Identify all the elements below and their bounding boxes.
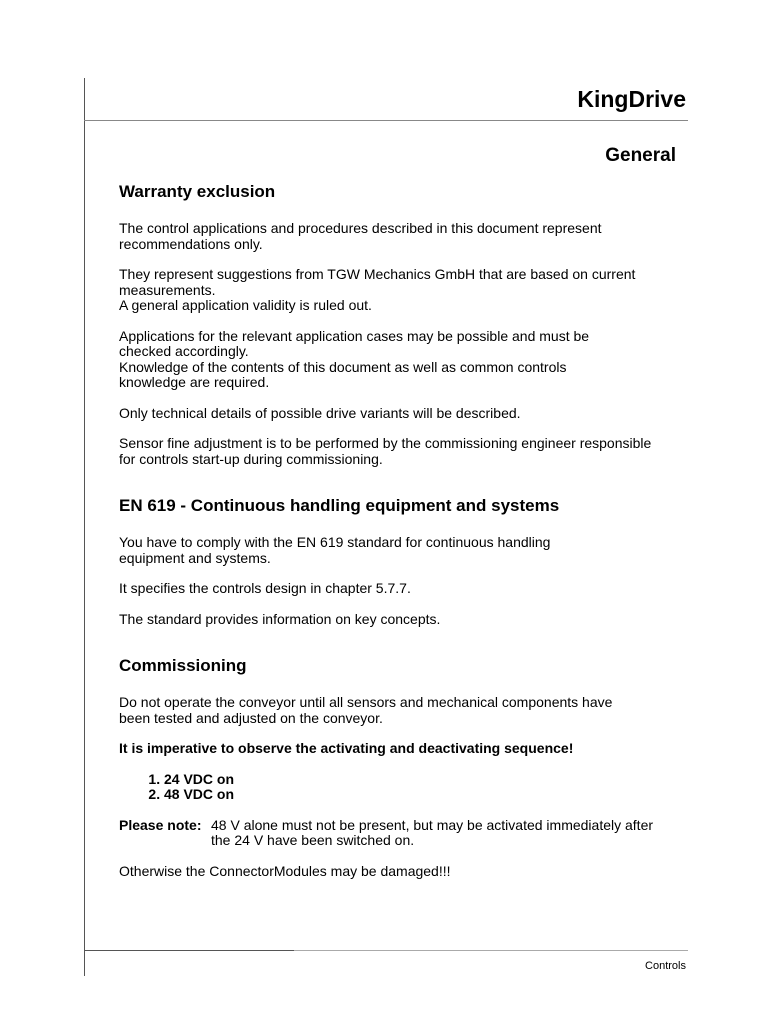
- commissioning-paragraph: Do not operate the conveyor until all sensors and mechanical components have been tested and adjusted on the conveyor.: [119, 694, 613, 726]
- en619-paragraph: It specifies the controls design in chapter 5.7.7.: [119, 580, 411, 596]
- warranty-paragraph: Sensor fine adjustment is to be performed by the commissioning engineer responsible for controls start-up during commissioning.: [119, 435, 652, 467]
- warranty-text: They represent suggestions from TGW Mechanics GmbH that are based on current measurements.: [119, 266, 636, 298]
- en619-heading: EN 619 - Continuous handling equipment and systems: [119, 496, 560, 515]
- warranty-paragraph: The control applications and procedures described in this document represent recommendations only.: [119, 220, 602, 252]
- sequence-step: 2. 48 VDC on: [164, 787, 679, 803]
- warranty-paragraph: [119, 329, 679, 391]
- footer-label: Controls: [645, 960, 686, 972]
- note-text: 48 V alone must not be present, but may be activated immediately after the 24 V have been switched on.: [211, 816, 654, 848]
- en619-paragraph: You have to comply with the EN 619 standard for continuous handling equipment and systems.: [119, 534, 551, 566]
- commissioning-warning: It is imperative to observe the activating and deactivating sequence!: [119, 740, 574, 756]
- note-label: Please note:: [119, 816, 202, 833]
- brand-title: KingDrive: [577, 86, 686, 112]
- warranty-heading: Warranty exclusion: [119, 182, 276, 201]
- en619-paragraph: The standard provides information on key concepts.: [119, 610, 441, 627]
- header-rule: [84, 120, 688, 121]
- warranty-paragraph: Only technical details of possible drive variants will be described.: [119, 404, 521, 421]
- footer-rule-accent: [84, 950, 294, 951]
- note-block: [119, 818, 679, 849]
- warranty-text: Knowledge of the contents of this document as well as common controls knowledge are required.: [119, 358, 567, 390]
- warranty-text: Applications for the relevant application cases may be possible and must be checked accordingly.: [119, 327, 590, 359]
- warranty-text: A general application validity is ruled out.: [119, 297, 372, 313]
- commissioning-heading: Commissioning: [119, 656, 247, 675]
- section-title: General: [605, 145, 676, 166]
- document-body: [119, 182, 679, 894]
- en619-section: [119, 496, 679, 627]
- commissioning-paragraph: Otherwise the ConnectorModules may be damaged!!!: [119, 862, 451, 879]
- warranty-paragraph: [119, 267, 679, 314]
- warranty-section: [119, 182, 679, 467]
- sequence-step: 1. 24 VDC on: [164, 772, 679, 788]
- left-margin-rule: [84, 78, 85, 976]
- commissioning-section: [119, 656, 679, 879]
- activation-sequence: [119, 772, 679, 803]
